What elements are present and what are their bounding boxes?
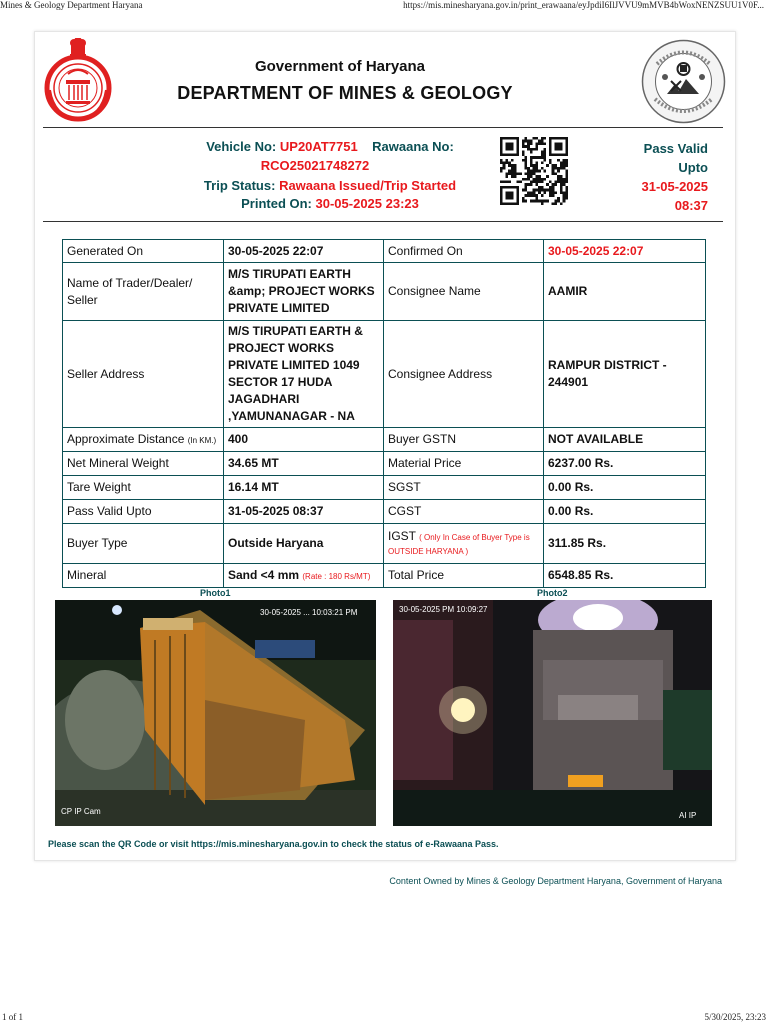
buyer-type-label: Buyer Type: [63, 524, 224, 564]
generated-on-value: 30-05-2025 22:07: [224, 240, 384, 263]
pass-valid-label-2: Upto: [678, 160, 708, 175]
table-row: [63, 240, 706, 263]
confirmed-on-label: Confirmed On: [384, 240, 544, 263]
mineral-label: Mineral: [63, 564, 224, 588]
mineral-value: Sand <4 mm: [228, 567, 300, 582]
photo2-truck-image[interactable]: [393, 600, 712, 826]
igst-note: ( Only In Case of Buyer Type is OUTSIDE HARYANA ): [388, 532, 530, 556]
distance-label-cell: [63, 428, 224, 452]
department-title: DEPARTMENT OF MINES & GEOLOGY: [177, 83, 513, 103]
pass-valid-label-1: Pass Valid: [643, 141, 708, 156]
table-row: [63, 321, 706, 428]
vehicle-number: UP20AT7751: [279, 139, 358, 154]
igst-label-cell: [384, 524, 544, 564]
photo1-scene: [55, 600, 376, 826]
printed-on-label: Printed On:: [241, 196, 312, 211]
print-datetime: 5/30/2025, 23:23: [704, 1012, 766, 1022]
table-row: [63, 524, 706, 564]
net-weight-value: 34.65 MT: [224, 452, 384, 476]
table-row: [63, 500, 706, 524]
table-row: [63, 564, 706, 588]
distance-label: Approximate Distance: [67, 431, 185, 446]
total-price-label: Total Price: [384, 564, 544, 588]
consignee-name-label: Consignee Name: [384, 263, 544, 321]
buyer-gstn-label: Buyer GSTN: [384, 428, 544, 452]
printed-on-line: [190, 196, 470, 211]
pass-valid-block: [600, 139, 708, 215]
photo2-timestamp: 30-05-2025 PM 10:09:27: [399, 605, 488, 614]
generated-on-label: Generated On: [63, 240, 224, 263]
photo1-watermark: CP IP Cam: [61, 807, 101, 816]
haryana-emblem-logo: [44, 38, 112, 123]
cgst-label: CGST: [384, 500, 544, 524]
mineral-rate: (Rate : 180 Rs/MT): [302, 571, 371, 581]
mineral-value-cell: [224, 564, 384, 588]
igst-label: IGST: [388, 528, 416, 543]
pass-valid-date: 31-05-2025: [641, 179, 708, 194]
qr-code-image[interactable]: [499, 137, 569, 205]
seller-address-label: Seller Address: [63, 321, 224, 428]
vehicle-label: Vehicle No:: [206, 139, 277, 154]
tare-weight-value: 16.14 MT: [224, 476, 384, 500]
buyer-gstn-value: NOT AVAILABLE: [544, 428, 706, 452]
trip-status-line: [190, 178, 470, 193]
sgst-label: SGST: [384, 476, 544, 500]
photo2-watermark: AI IP: [679, 811, 697, 820]
content-owner-note: Content Owned by Mines & Geology Department Haryana, Government of Haryana: [389, 876, 722, 886]
pass-valid-upto-value: 31-05-2025 08:37: [224, 500, 384, 524]
rawaana-number-line: [190, 158, 440, 173]
vehicle-rawaana-line: [190, 139, 470, 154]
distance-unit: (In KM.): [187, 435, 217, 445]
government-title: Government of Haryana: [254, 58, 426, 75]
cgst-value: 0.00 Rs.: [544, 500, 706, 524]
printed-on-value: 30-05-2025 23:23: [315, 196, 419, 211]
seller-address-value: M/S TIRUPATI EARTH & PROJECT WORKS PRIVATE LIMITED 1049 SECTOR 17 HUDA JAGADHARI ,YAMUNANAGAR - NA: [224, 321, 384, 428]
material-price-label: Material Price: [384, 452, 544, 476]
print-page-count: 1 of 1: [2, 1012, 23, 1022]
consignee-address-value: RAMPUR DISTRICT - 244901: [544, 321, 706, 428]
table-row: [63, 476, 706, 500]
material-price-value: 6237.00 Rs.: [544, 452, 706, 476]
trip-status-value: Rawaana Issued/Trip Started: [279, 178, 457, 193]
net-weight-label: Net Mineral Weight: [63, 452, 224, 476]
photo1-truck-image[interactable]: [55, 600, 376, 826]
trader-label: Name of Trader/Dealer/ Seller: [63, 263, 224, 321]
buyer-type-value: Outside Haryana: [224, 524, 384, 564]
photo2-caption: Photo2: [537, 588, 568, 598]
trader-value: M/S TIRUPATI EARTH &amp; PROJECT WORKS PRIVATE LIMITED: [224, 263, 384, 321]
tare-weight-label: Tare Weight: [63, 476, 224, 500]
confirmed-on-value: 30-05-2025 22:07: [544, 240, 706, 263]
table-row: [63, 428, 706, 452]
distance-value: 400: [224, 428, 384, 452]
sgst-value: 0.00 Rs.: [544, 476, 706, 500]
total-price-value: 6548.85 Rs.: [544, 564, 706, 588]
info-divider: [43, 221, 723, 222]
print-page-title: Mines & Geology Department Haryana: [0, 0, 143, 10]
trip-status-label: Trip Status:: [203, 178, 276, 193]
header-divider: [43, 127, 723, 128]
igst-value: 311.85 Rs.: [544, 524, 706, 564]
print-page-url: https://mis.minesharyana.gov.in/print_erawaana/eyJpdiI6IlJVVU9mMVB4bWoxNENZSUU1V0F...: [403, 0, 764, 10]
consignee-address-label: Consignee Address: [384, 321, 544, 428]
rawaana-number: RCO25021748272: [260, 158, 370, 173]
consignee-name-value: AAMIR: [544, 263, 706, 321]
pass-details-table: [62, 239, 706, 588]
photo1-caption: Photo1: [200, 588, 231, 598]
rawaana-label: Rawaana No:: [372, 139, 454, 154]
qr-scan-instruction: Please scan the QR Code or visit https://mis.minesharyana.gov.in to check the status of e-Rawaana Pass.: [48, 839, 499, 849]
photo1-timestamp: 30-05-2025 ... 10:03:21 PM: [260, 608, 358, 617]
table-row: [63, 452, 706, 476]
mines-geology-seal: [641, 39, 726, 124]
pass-valid-upto-label: Pass Valid Upto: [63, 500, 224, 524]
photo2-scene: [393, 600, 712, 826]
table-row: [63, 263, 706, 321]
pass-valid-time: 08:37: [674, 198, 708, 213]
